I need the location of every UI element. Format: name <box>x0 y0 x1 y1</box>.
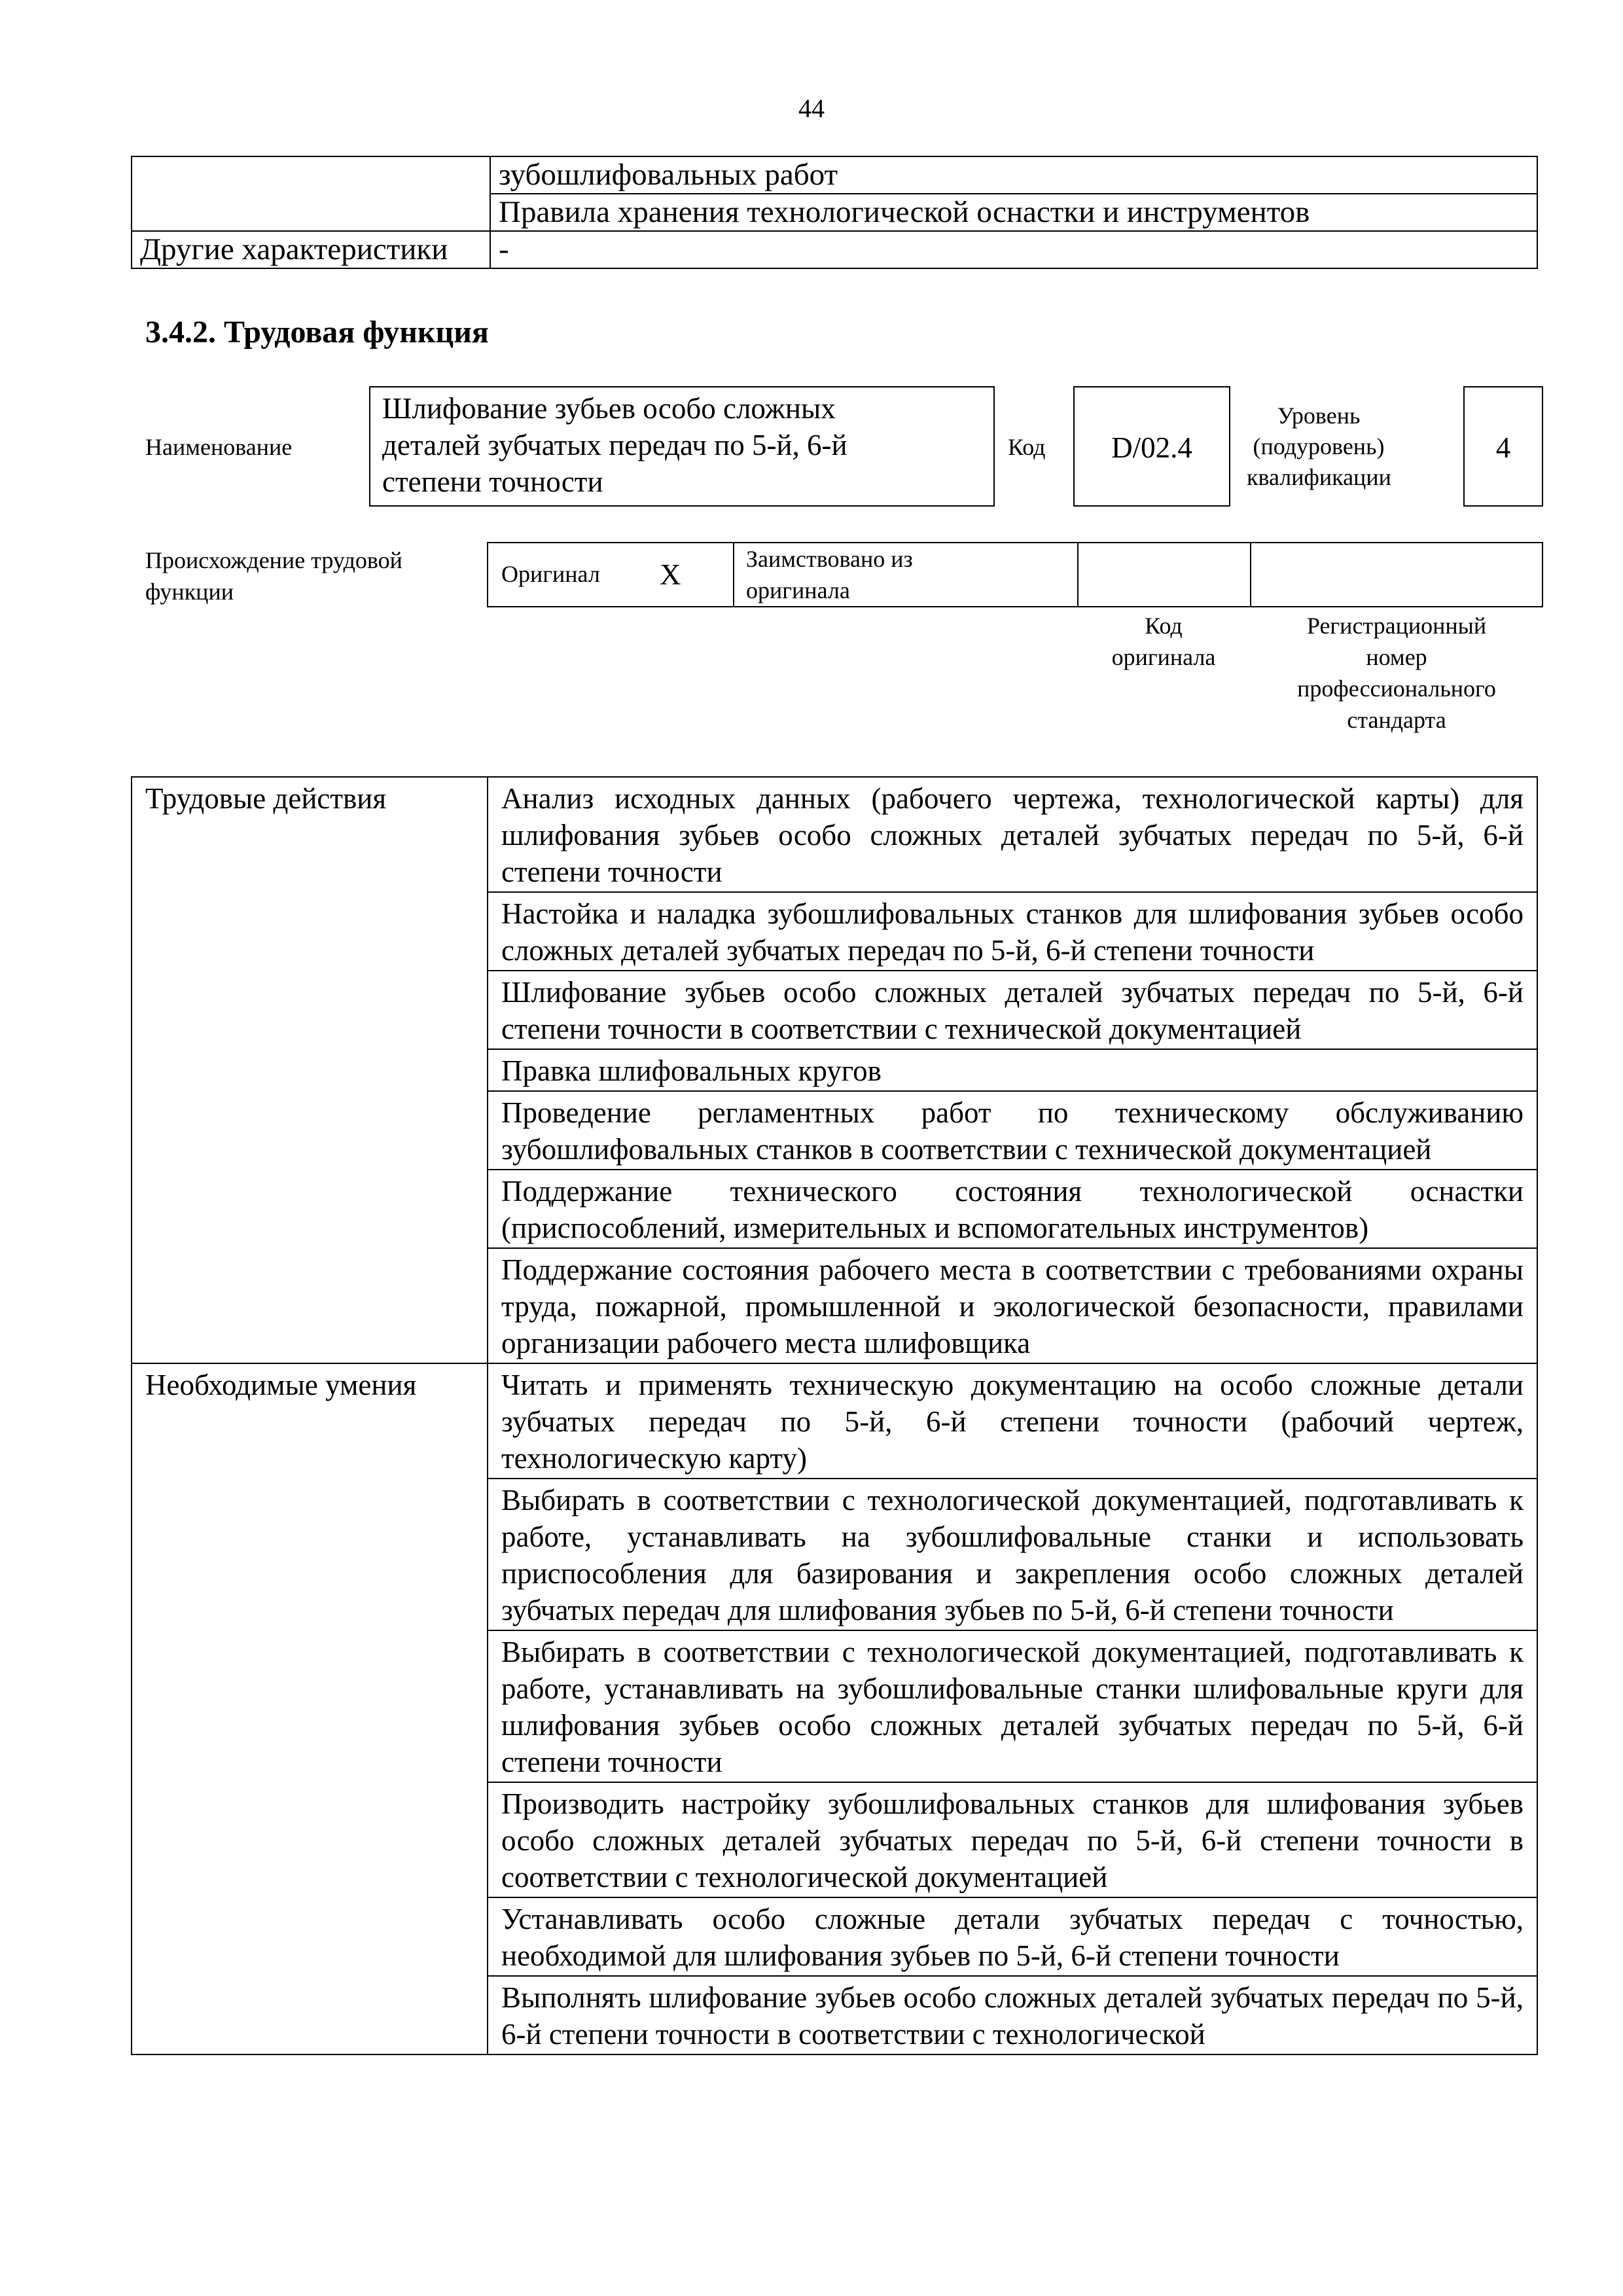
reg-caption-line: стандарта <box>1347 707 1446 733</box>
level-label-line: квалификации <box>1247 464 1391 490</box>
reg-caption-line: Регистрационный <box>1306 613 1487 639</box>
labor-action-item: Анализ исходных данных (рабочего чертежа, технологической карты) для шлифования зубьев особо сложных деталей зубчатых передач по 5-й, 6-й степени точности <box>488 777 1537 892</box>
labor-action-item: Поддержание состояния рабочего места в соответствии с требованиями охраны труда, пожарной, промышленной и экологической безопасности, правилами организации рабочего места шлифовщика <box>488 1248 1537 1363</box>
table-row <box>132 1363 1537 1479</box>
origin-table <box>487 542 1543 607</box>
skills-label: Необходимые умения <box>132 1363 488 2054</box>
table-cell: - <box>490 231 1537 268</box>
origin-divider <box>1077 542 1079 607</box>
skill-item: Производить настройку зубошлифовальных станков для шлифования зубьев особо сложных деталей зубчатых передач по 5-й, 6-й степени точности в соответствии с технологической документацией <box>488 1782 1537 1897</box>
level-label-line: (подуровень) <box>1253 433 1385 459</box>
reg-caption <box>1250 610 1543 736</box>
code-caption <box>1077 610 1250 673</box>
name-value-line: Шлифование зубьев особо сложных <box>382 392 836 425</box>
table-row <box>132 156 1537 194</box>
origin-divider <box>733 542 734 607</box>
name-value-box <box>369 386 995 507</box>
borrowed-label <box>746 543 913 606</box>
table-row <box>132 231 1537 268</box>
origin-block <box>0 542 1623 751</box>
skill-item: Устанавливать особо сложные детали зубчатых передач с точностью, необходимой для шлифования зубьев по 5-й, 6-й степени точности <box>488 1897 1537 1976</box>
name-value-line: деталей зубчатых передач по 5-й, 6-й <box>382 429 847 461</box>
level-label <box>1247 401 1391 493</box>
borrowed-label-line: Заимствовано из <box>746 546 913 572</box>
table-cell: Правила хранения технологической оснастки и инструментов <box>490 194 1537 231</box>
reg-caption-line: профессионального <box>1297 675 1496 702</box>
level-label-line: Уровень <box>1277 403 1361 429</box>
table-cell: зубошлифовальных работ <box>490 156 1537 194</box>
labor-action-item: Поддержание технического состояния технологической оснастки (приспособлений, измерительных и вспомогательных инструментов) <box>488 1170 1537 1248</box>
code-value-box <box>1073 386 1230 507</box>
code-value: D/02.4 <box>1111 431 1192 464</box>
code-caption-line: оригинала <box>1111 644 1216 670</box>
table-cell <box>132 156 490 194</box>
continuation-table <box>131 156 1538 269</box>
labor-action-item: Проведение регламентных работ по техническому обслуживанию зубошлифовальных станков в соответствии с технической документацией <box>488 1091 1537 1170</box>
level-value: 4 <box>1495 431 1511 464</box>
table-row <box>132 777 1537 892</box>
reg-caption-line: номер <box>1366 644 1427 670</box>
section-heading: 3.4.2. Трудовая функция <box>145 315 489 350</box>
code-label: Код <box>1008 434 1046 460</box>
code-caption-line: Код <box>1145 613 1183 639</box>
table-row <box>132 194 1537 231</box>
origin-label <box>145 545 402 607</box>
page-number: 44 <box>798 94 825 123</box>
original-mark: X <box>660 558 681 591</box>
name-label: Наименование <box>145 434 293 460</box>
table-cell: Другие характеристики <box>132 231 490 268</box>
labor-actions-label: Трудовые действия <box>132 777 488 1363</box>
skill-item: Выбирать в соответствии с технологической документацией, подготавливать к работе, устанавливать на зубошлифовальные станки и использовать приспособления для базирования и закрепления особо сложных деталей зубчатых передач для шлифования зубьев по 5-й, 6-й степени точности <box>488 1479 1537 1630</box>
borrowed-label-line: оригинала <box>746 577 850 603</box>
main-table <box>131 776 1538 2055</box>
origin-label-line: функции <box>145 579 234 605</box>
origin-divider <box>1250 542 1251 607</box>
table-cell <box>132 194 490 231</box>
skill-item: Выполнять шлифование зубьев особо сложных деталей зубчатых передач по 5-й, 6-й степени точности в соответствии с технологической <box>488 1976 1537 2054</box>
level-value-box <box>1463 386 1543 507</box>
labor-action-item: Шлифование зубьев особо сложных деталей зубчатых передач по 5-й, 6-й степени точности в соответствии с технической документацией <box>488 971 1537 1049</box>
labor-action-item: Правка шлифовальных кругов <box>488 1049 1537 1091</box>
name-value-line: степени точности <box>382 465 603 498</box>
original-label: Оригинал <box>501 561 600 587</box>
labor-action-item: Настойка и наладка зубошлифовальных станков для шлифования зубьев особо сложных деталей зубчатых передач по 5-й, 6-й степени точности <box>488 892 1537 971</box>
origin-label-line: Происхождение трудовой <box>145 547 402 573</box>
skill-item: Читать и применять техническую документацию на особо сложные детали зубчатых передач по 5-й, 6-й степени точности (рабочий чертеж, технологическую карту) <box>488 1363 1537 1479</box>
name-block <box>0 386 1623 507</box>
skill-item: Выбирать в соответствии с технологической документацией, подготавливать к работе, устанавливать на зубошлифовальные станки шлифовальные круги для шлифования зубьев особо сложных деталей зубчатых передач по 5-й, 6-й степени точности <box>488 1630 1537 1782</box>
